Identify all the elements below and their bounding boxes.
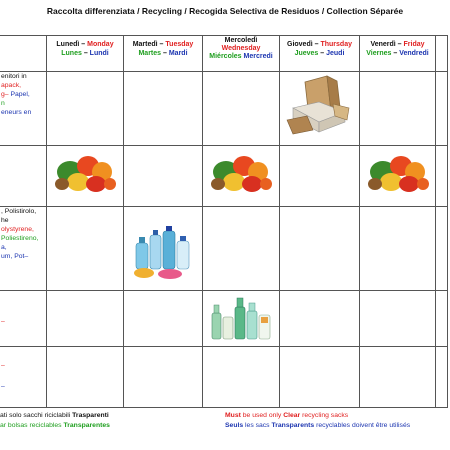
plastic-row (0, 207, 448, 291)
days-header-row (0, 36, 448, 72)
day-header-friday: Venerdì – Friday Viernes – Vendredi (360, 36, 436, 72)
paper-label-cell: enitori in apack, g– Papel, n eneurs en (0, 72, 47, 146)
vegetables-icon (365, 146, 431, 196)
cardboard-boxes-icon (285, 72, 355, 138)
footer-right: Must be used only Clear recycling sacks Seuls les sacs Transparents recyclables doivent être utilisés (225, 412, 411, 429)
day-header-monday: Lunedì – Monday Lunes – Lundi (47, 36, 124, 72)
residual-row (0, 347, 448, 408)
monday-organic-cell (47, 146, 124, 207)
plastic-bottles-icon (130, 221, 196, 281)
plastic-label-cell: , Polistirolo, he olystyrene, Poliestireno, a, um, Pot– (0, 207, 47, 291)
tuesday-plastic-cell (124, 207, 203, 291)
footer-left: ati solo sacchi riciclabili Trasparenti ar bolsas reciclables Transparentes (0, 412, 110, 429)
page-title: Raccolta differenziata / Recycling / Recogida Selectiva de Residuos / Collection Séparée (46, 6, 404, 16)
day-header-wednesday: Mercoledì Wednesday Miércoles Mercredi (203, 36, 280, 72)
corner-cell (0, 36, 47, 72)
friday-organic-cell (360, 146, 436, 207)
organic-row (0, 146, 448, 207)
wednesday-organic-cell (203, 146, 280, 207)
glass-label-cell: – (0, 291, 47, 347)
day-header-thursday: Giovedì – Thursday Jueves – Jeudi (280, 36, 360, 72)
schedule-table (0, 35, 448, 408)
thursday-paper-cell (280, 72, 360, 146)
edge-cell (436, 36, 448, 72)
day-header-tuesday: Martedì – Tuesday Martes – Mardi (124, 36, 203, 72)
organic-label-cell (0, 146, 47, 207)
glass-row (0, 291, 448, 347)
residual-label-cell: – – (0, 347, 47, 408)
vegetables-icon (52, 146, 118, 196)
vegetables-icon (208, 146, 274, 196)
wednesday-glass-cell (203, 291, 280, 347)
glass-bottles-icon (208, 295, 274, 343)
paper-row (0, 72, 448, 146)
